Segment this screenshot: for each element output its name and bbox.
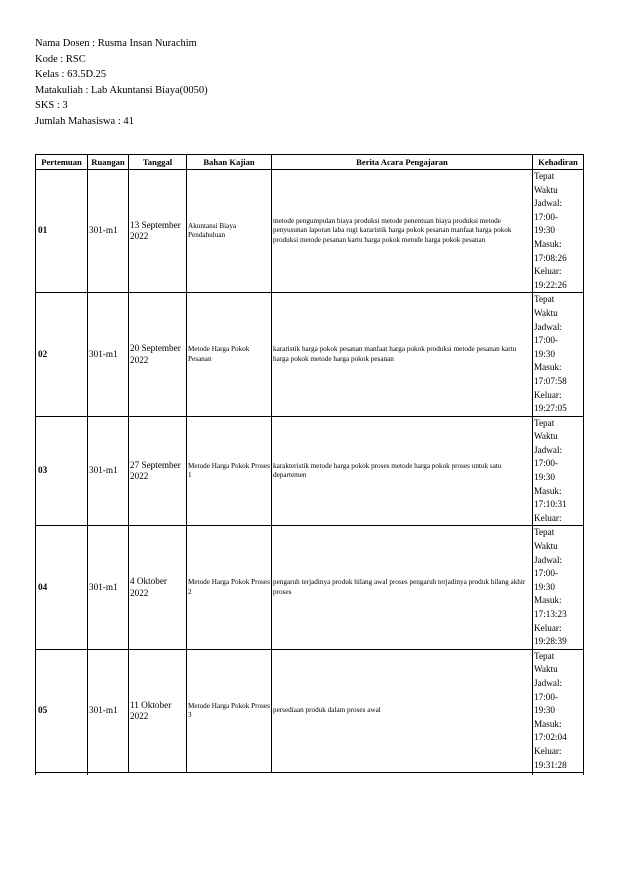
bahan-kajian-cell: Metode Harga Pokok Proses 2	[187, 526, 272, 649]
attendance-line: 17:08:26	[534, 252, 567, 263]
berita-acara-cell: persediaan produk dalam proses awal	[272, 649, 533, 772]
attendance-line: Keluar:	[534, 622, 562, 633]
attendance-line: 19:30	[534, 705, 555, 716]
attendance-line: 17:00-	[534, 458, 558, 469]
bahan-kajian-cell: Metode Harga Pokok Pesanan	[187, 293, 272, 416]
column-header-berita-acara: Berita Acara Pengajaran	[272, 155, 533, 170]
lecturer-name: Nama Dosen : Rusma Insan Nurachim	[35, 38, 197, 49]
attendance-line: 19:28:39	[534, 636, 567, 647]
attendance-line: Keluar:	[534, 745, 562, 756]
class-id: Kelas : 63.5D.25	[35, 69, 107, 81]
kehadiran-cell	[533, 170, 584, 293]
ruangan-cell: 301-m1	[88, 649, 129, 772]
berita-acara-cell: pengaruh terjadinya produk hilang awal proses pengaruh terjadinya produk hilang akhir proses	[272, 526, 533, 649]
course-name: Matakuliah : Lab Akuntansi Biaya(0050)	[35, 84, 208, 96]
tanggal-cell: 4 Oktober 2022	[129, 526, 187, 649]
attendance-line: Jadwal:	[534, 677, 563, 688]
column-header-kehadiran: Kehadiran	[533, 155, 584, 170]
attendance-line: Waktu	[534, 431, 558, 442]
column-header-ruangan: Ruangan	[88, 155, 129, 170]
berita-acara-cell: kararistik harga pokok pesanan manfaat harga pokok produksi metode pesanan kartu harga pokok metode harga pokok pesanan	[272, 293, 533, 416]
attendance-line: Waktu	[534, 184, 558, 195]
attendance-line: Tepat	[534, 417, 555, 428]
column-header-bahan-kajian: Bahan Kajian	[187, 155, 272, 170]
table-row	[36, 170, 584, 293]
continuation-cell	[187, 773, 272, 776]
attendance-line: 19:22:26	[534, 279, 567, 290]
kehadiran-cell	[533, 526, 584, 649]
ruangan-cell: 301-m1	[88, 526, 129, 649]
document-header	[35, 36, 208, 130]
continuation-cell	[533, 773, 584, 776]
attendance-line: 17:00-	[534, 568, 558, 579]
column-header-tanggal: Tanggal	[129, 155, 187, 170]
attendance-line: Masuk:	[534, 595, 562, 606]
ruangan-cell: 301-m1	[88, 170, 129, 293]
attendance-line: Masuk:	[534, 718, 562, 729]
teaching-report-table	[35, 154, 584, 775]
table-row	[36, 293, 584, 416]
pertemuan-cell: 02	[36, 293, 88, 416]
continuation-cell	[272, 773, 533, 776]
attendance-line: 19:30	[534, 225, 555, 236]
tanggal-cell: 20 September 2022	[129, 293, 187, 416]
kehadiran-cell	[533, 649, 584, 772]
bahan-kajian-cell: Metode Harga Pokok Proses 3	[187, 649, 272, 772]
pertemuan-cell: 01	[36, 170, 88, 293]
continuation-cell	[88, 773, 129, 776]
bahan-kajian-cell: Akuntansi Biaya Pendahuluan	[187, 170, 272, 293]
bahan-kajian-cell: Metode Harga Pokok Proses 1	[187, 416, 272, 526]
table-row	[36, 526, 584, 649]
attendance-line: Jadwal:	[534, 321, 563, 332]
credit-units: SKS : 3	[35, 100, 68, 112]
tanggal-cell: 27 September 2022	[129, 416, 187, 526]
attendance-line: 17:10:31	[534, 499, 567, 510]
attendance-line: 19:30	[534, 581, 555, 592]
table-continuation-row	[36, 773, 584, 776]
attendance-line: Tepat	[534, 294, 555, 305]
continuation-cell	[129, 773, 187, 776]
table-row	[36, 416, 584, 526]
student-count: Jumlah Mahasiswa : 41	[35, 115, 134, 127]
table-row	[36, 649, 584, 772]
ruangan-cell: 301-m1	[88, 416, 129, 526]
attendance-line: Tepat	[534, 171, 555, 181]
attendance-line: Keluar:	[534, 266, 562, 277]
berita-acara-cell: karakteristik metode harga pokok proses metode harga pokok proses untuk satu departemen	[272, 416, 533, 526]
attendance-line: Keluar:	[534, 389, 562, 400]
attendance-line: Jadwal:	[534, 198, 563, 209]
attendance-line: 17:00-	[534, 691, 558, 702]
attendance-line: Jadwal:	[534, 444, 563, 455]
attendance-line: Keluar:	[534, 512, 562, 523]
attendance-line: 19:30	[534, 472, 555, 483]
table-header-row	[36, 155, 584, 170]
attendance-line: Masuk:	[534, 238, 562, 249]
berita-acara-cell: metode pengumpulan biaya produksi metode penentuan biaya produksi metode penyusunan laporan laba rugi kararistik harga pokok pesanan manfaat harga pokok produksi metode pesanan kartu harga pokok metode harga pokok pesanan	[272, 170, 533, 293]
attendance-line: Waktu	[534, 307, 558, 318]
pertemuan-cell: 03	[36, 416, 88, 526]
attendance-line: Jadwal:	[534, 554, 563, 565]
attendance-line: 19:27:05	[534, 403, 567, 414]
kehadiran-cell	[533, 293, 584, 416]
tanggal-cell: 13 September 2022	[129, 170, 187, 293]
pertemuan-cell: 04	[36, 526, 88, 649]
attendance-line: Waktu	[534, 541, 558, 552]
attendance-line: Masuk:	[534, 362, 562, 373]
attendance-line: 17:07:58	[534, 375, 567, 386]
continuation-cell	[36, 773, 88, 776]
tanggal-cell: 11 Oktober 2022	[129, 649, 187, 772]
attendance-line: 19:30	[534, 348, 555, 359]
attendance-line: 17:00-	[534, 211, 558, 222]
ruangan-cell: 301-m1	[88, 293, 129, 416]
column-header-pertemuan: Pertemuan	[36, 155, 88, 170]
pertemuan-cell: 05	[36, 649, 88, 772]
attendance-line: Tepat	[534, 650, 555, 661]
attendance-line: Masuk:	[534, 485, 562, 496]
course-code: Kode : RSC	[35, 53, 86, 65]
kehadiran-cell	[533, 416, 584, 526]
attendance-line: 17:00-	[534, 335, 558, 346]
attendance-line: 17:13:23	[534, 609, 567, 619]
attendance-line: 17:02:04	[534, 732, 567, 743]
attendance-line: Tepat	[534, 527, 555, 538]
attendance-line: Waktu	[534, 664, 558, 675]
attendance-line: 19:31:28	[534, 759, 567, 770]
